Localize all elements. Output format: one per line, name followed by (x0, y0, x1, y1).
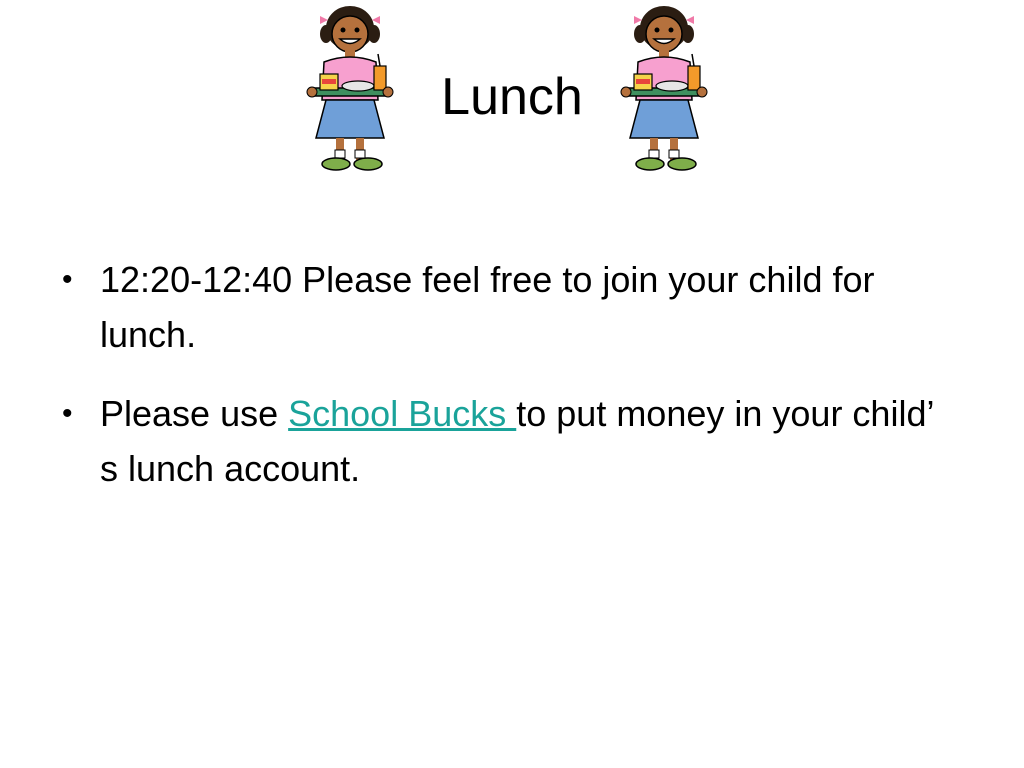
bullet-text-before: Please use (100, 393, 289, 434)
bullet-text: 12:20-12:40 Please feel free to join your child for lunch. (100, 259, 875, 355)
slide-title: Lunch (441, 68, 583, 126)
bullet-dot: • (62, 397, 73, 430)
bullet-dot: • (62, 263, 73, 296)
girl-lunch-tray-clipart-right (612, 0, 720, 176)
bullet-list (60, 252, 960, 520)
bullet-item-lunch-time (60, 252, 960, 362)
bullet-item-school-bucks (60, 386, 960, 496)
girl-lunch-tray-icon (612, 0, 720, 176)
bullet-text-after: to put money in your child’ s lunch account. (100, 393, 934, 489)
school-bucks-link[interactable]: School Bucks (288, 393, 517, 434)
